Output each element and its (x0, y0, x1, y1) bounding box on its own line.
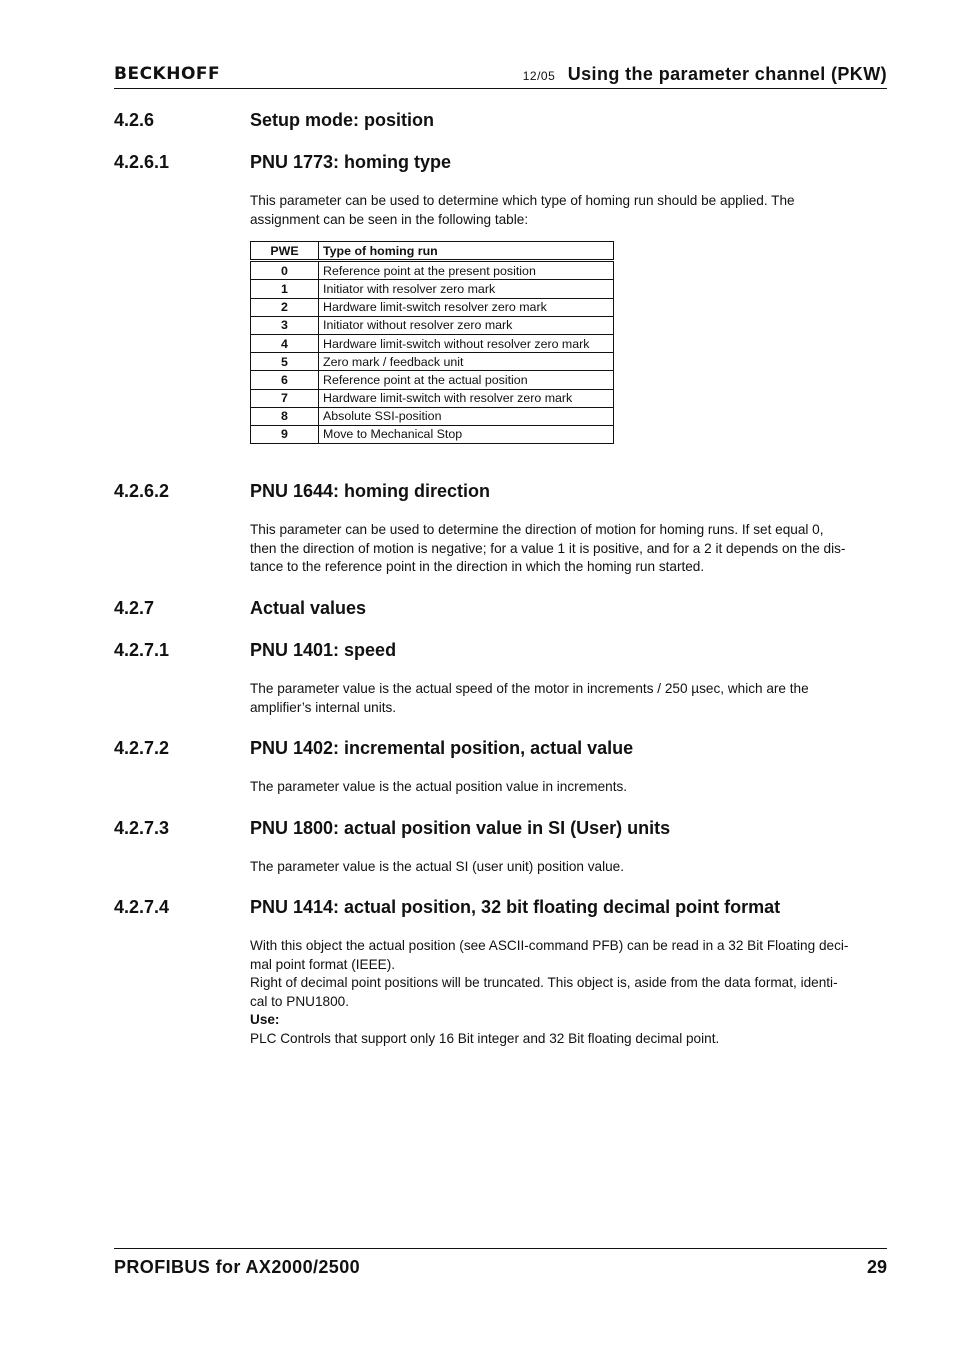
type-cell: Initiator without resolver zero mark (319, 316, 614, 334)
header-right (523, 64, 887, 85)
pwe-cell: 7 (251, 389, 319, 407)
section-number: 4.2.6.1 (114, 152, 170, 172)
type-cell: Hardware limit-switch resolver zero mark (319, 298, 614, 316)
text-line: then the direction of motion is negative; for a value 1 it is positive, and for a 2 it depends on the dis- (250, 540, 846, 556)
pwe-cell: 9 (251, 425, 319, 443)
text-line: With this object the actual position (see ASCII-command PFB) can be read in a 32 Bit Floating deci- (250, 938, 849, 953)
use-label: Use: (250, 1012, 280, 1028)
text-line: This parameter can be used to determine which type of homing run should be applied. The (250, 193, 795, 208)
section-title: PNU 1644: homing direction (250, 481, 491, 501)
page-header (114, 62, 887, 89)
text-line: PLC Controls that support only 16 Bit integer and 32 Bit floating decimal point. (250, 1030, 720, 1046)
paragraph-homing-type (250, 192, 890, 229)
section-title: PNU 1800: actual position value in SI (User) units (250, 818, 671, 838)
type-cell: Zero mark / feedback unit (319, 353, 614, 371)
section-title: PNU 1401: speed (250, 640, 397, 660)
section-title: PNU 1402: incremental position, actual value (250, 738, 634, 758)
section-title: PNU 1414: actual position, 32 bit floating decimal point format (250, 897, 781, 917)
table-row (251, 280, 614, 298)
text-line: This parameter can be used to determine the direction of motion for homing runs. If set equal 0, (250, 522, 824, 537)
pwe-cell: 5 (251, 353, 319, 371)
table-row (251, 371, 614, 389)
section-number: 4.2.7.1 (114, 640, 170, 660)
table-row (251, 316, 614, 334)
text-line: tance to the reference point in the direction in which the homing run started. (250, 559, 705, 575)
section-number: 4.2.7 (114, 598, 155, 618)
section-title: PNU 1773: homing type (250, 152, 452, 172)
pwe-cell: 2 (251, 298, 319, 316)
header-title: Using the parameter channel (PKW) (567, 64, 887, 84)
paragraph-floating-position (250, 937, 890, 1049)
paragraph-homing-direction (250, 521, 890, 577)
table-row (251, 389, 614, 407)
pwe-cell: 3 (251, 316, 319, 334)
page-number: 29 (866, 1257, 887, 1277)
text-line: The parameter value is the actual SI (user unit) position value. (250, 859, 625, 874)
table-row (251, 407, 614, 425)
section-number: 4.2.6 (114, 110, 155, 130)
paragraph-si-position (250, 858, 890, 877)
type-cell: Hardware limit-switch without resolver zero mark (319, 334, 614, 352)
homing-type-table (250, 241, 614, 444)
paragraph-speed (250, 680, 890, 717)
text-line: The parameter value is the actual position value in increments. (250, 779, 628, 794)
type-cell: Absolute SSI-position (319, 407, 614, 425)
table-row (251, 334, 614, 352)
section-number: 4.2.7.4 (114, 897, 170, 917)
type-cell: Reference point at the present position (319, 261, 614, 280)
beckhoff-logo: BECKHOFF (114, 64, 221, 84)
section-number: 4.2.7.2 (114, 738, 170, 758)
text-line: cal to PNU1800. (250, 993, 349, 1009)
section-number: 4.2.6.2 (114, 481, 170, 501)
section-title: Setup mode: position (250, 110, 434, 130)
pwe-cell: 0 (251, 261, 319, 280)
table-header-row (251, 242, 614, 261)
type-cell: Move to Mechanical Stop (319, 425, 614, 443)
text-line: The parameter value is the actual speed of the motor in increments / 250 µsec, which are the (250, 681, 809, 696)
table-row (251, 353, 614, 371)
pwe-cell: 6 (251, 371, 319, 389)
text-line: Right of decimal point positions will be truncated. This object is, aside from the data format, identi- (250, 975, 838, 991)
column-header-type: Type of homing run (319, 242, 614, 261)
text-line: amplifier’s internal units. (250, 699, 397, 715)
section-number: 4.2.7.3 (114, 818, 170, 838)
footer-title: PROFIBUS for AX2000/2500 (114, 1257, 361, 1277)
pwe-cell: 1 (251, 280, 319, 298)
section-title: Actual values (250, 598, 367, 618)
table-row (251, 425, 614, 443)
pwe-cell: 8 (251, 407, 319, 425)
page-footer (114, 1248, 887, 1277)
type-cell: Reference point at the actual position (319, 371, 614, 389)
column-header-pwe: PWE (251, 242, 319, 261)
text-line: assignment can be seen in the following table: (250, 211, 529, 227)
header-date: 12/05 (522, 69, 556, 83)
text-line: mal point format (IEEE). (250, 956, 396, 972)
table-row (251, 261, 614, 280)
type-cell: Hardware limit-switch with resolver zero mark (319, 389, 614, 407)
type-cell: Initiator with resolver zero mark (319, 280, 614, 298)
table-row (251, 298, 614, 316)
paragraph-incremental-position (250, 778, 890, 797)
pwe-cell: 4 (251, 334, 319, 352)
